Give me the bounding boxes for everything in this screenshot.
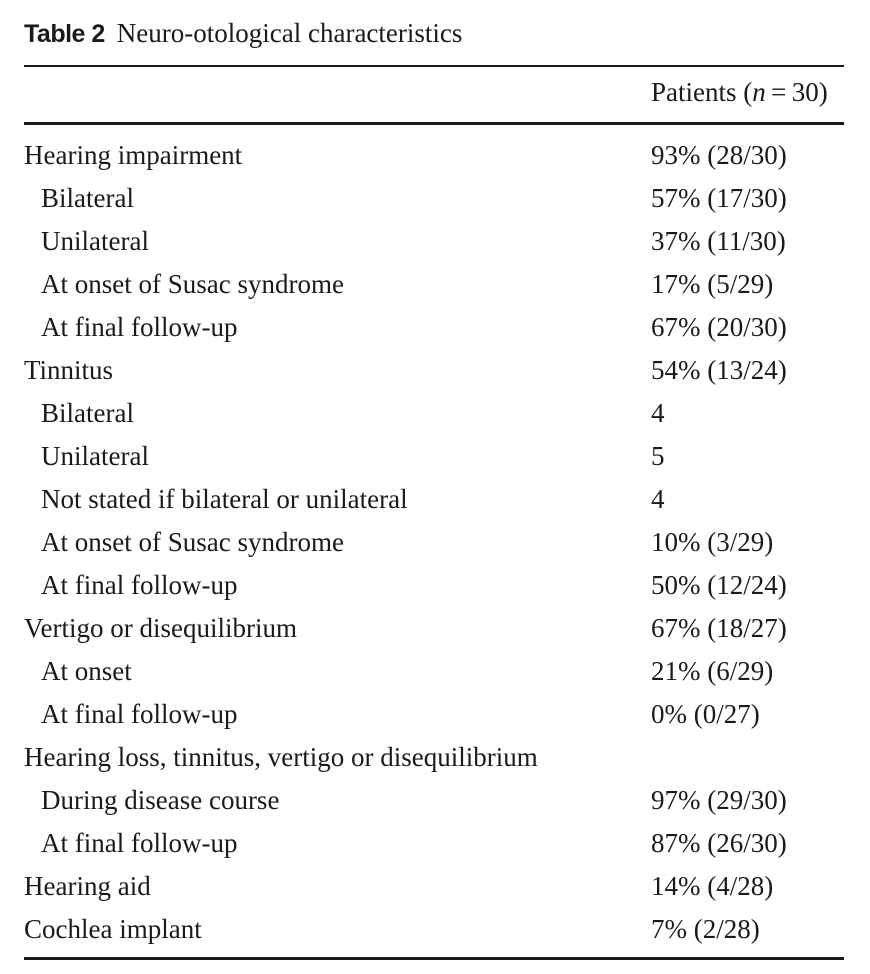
table-row bbox=[24, 263, 844, 306]
table-title: Neuro-otological characteristics bbox=[116, 18, 463, 48]
bottom-rule bbox=[24, 957, 844, 960]
row-label: At onset of Susac syndrome bbox=[41, 269, 344, 299]
row-label: Bilateral bbox=[41, 398, 134, 428]
header-prefix: Patients ( bbox=[651, 77, 753, 107]
row-label: Hearing aid bbox=[24, 871, 151, 901]
table-row bbox=[24, 607, 844, 650]
table-row bbox=[24, 564, 844, 607]
table-row bbox=[24, 521, 844, 564]
header-rule bbox=[24, 122, 844, 125]
header-variable: n bbox=[752, 77, 766, 107]
table-row bbox=[24, 908, 844, 951]
table-row bbox=[24, 220, 844, 263]
row-value: 5 bbox=[651, 441, 665, 471]
row-value: 10% (3/29) bbox=[651, 527, 774, 557]
row-value: 4 bbox=[651, 484, 665, 514]
row-value: 37% (11/30) bbox=[651, 226, 786, 256]
table-row bbox=[24, 435, 844, 478]
table-row bbox=[24, 177, 844, 220]
table-row bbox=[24, 865, 844, 908]
row-label: Hearing impairment bbox=[24, 140, 243, 170]
row-value: 4 bbox=[651, 398, 665, 428]
table-row bbox=[24, 392, 844, 435]
row-value: 50% (12/24) bbox=[651, 570, 787, 600]
row-value: 21% (6/29) bbox=[651, 656, 774, 686]
row-value: 57% (17/30) bbox=[651, 183, 787, 213]
table-row bbox=[24, 693, 844, 736]
row-label: Cochlea implant bbox=[24, 914, 202, 944]
row-value: 0% (0/27) bbox=[651, 699, 760, 729]
row-label: Unilateral bbox=[41, 441, 149, 471]
header-suffix: = 30) bbox=[765, 77, 828, 107]
row-label: At onset bbox=[41, 656, 132, 686]
table-label: Table 2 bbox=[24, 20, 105, 48]
row-label: Hearing loss, tinnitus, vertigo or disequilibrium bbox=[24, 742, 538, 772]
row-label: Unilateral bbox=[41, 226, 149, 256]
table-row bbox=[24, 478, 844, 521]
row-value: 7% (2/28) bbox=[651, 914, 760, 944]
row-label: Not stated if bilateral or unilateral bbox=[41, 484, 408, 514]
row-label: At final follow-up bbox=[41, 312, 238, 342]
row-label: Vertigo or disequilibrium bbox=[24, 613, 297, 643]
row-value: 67% (20/30) bbox=[651, 312, 787, 342]
row-label: Bilateral bbox=[41, 183, 134, 213]
table-caption bbox=[24, 14, 462, 52]
row-label: At onset of Susac syndrome bbox=[41, 527, 344, 557]
table-row bbox=[24, 349, 844, 392]
top-rule bbox=[24, 65, 844, 67]
table-row bbox=[24, 650, 844, 693]
table-row bbox=[24, 822, 844, 865]
row-label: During disease course bbox=[41, 785, 280, 815]
row-value: 97% (29/30) bbox=[651, 785, 787, 815]
row-label: At final follow-up bbox=[41, 570, 238, 600]
row-value: 17% (5/29) bbox=[651, 269, 774, 299]
row-value: 87% (26/30) bbox=[651, 828, 787, 858]
table-row bbox=[24, 134, 844, 177]
row-value: 93% (28/30) bbox=[651, 140, 787, 170]
table-row bbox=[24, 779, 844, 822]
row-label: At final follow-up bbox=[41, 828, 238, 858]
table-body bbox=[24, 134, 844, 951]
row-label: At final follow-up bbox=[41, 699, 238, 729]
row-label: Tinnitus bbox=[24, 355, 114, 385]
table-row bbox=[24, 306, 844, 349]
row-value: 54% (13/24) bbox=[651, 355, 787, 385]
row-value: 14% (4/28) bbox=[651, 871, 774, 901]
table-row bbox=[24, 736, 844, 779]
row-value: 67% (18/27) bbox=[651, 613, 787, 643]
column-header-patients bbox=[651, 72, 828, 112]
